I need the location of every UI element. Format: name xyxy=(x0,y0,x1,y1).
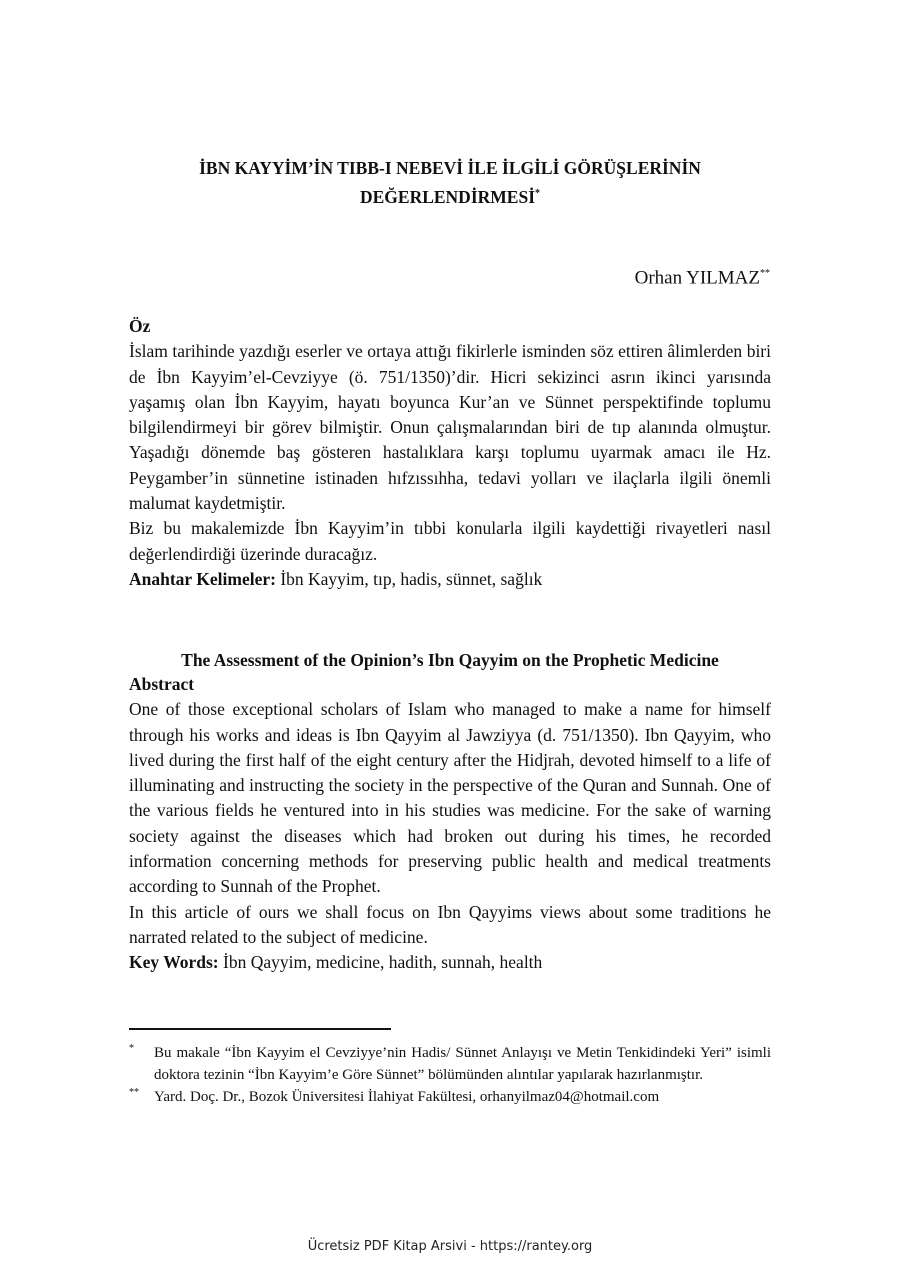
abstract-paragraph-2: In this article of ours we shall focus on Ibn Qayyims views about some traditions he narrated related to the subject of medicine. xyxy=(129,901,771,947)
footnote-1-mark: * xyxy=(129,1043,134,1054)
oz-keywords xyxy=(129,567,771,592)
footnote-1 xyxy=(129,1042,771,1086)
english-abstract xyxy=(129,672,771,976)
title-line-2 xyxy=(90,181,810,210)
title-line-1: İBN KAYYİM’İN TIBB-I NEBEVİ İLE İLGİLİ GÖRÜŞLERİNİN xyxy=(199,158,701,178)
footnote-2-text: Yard. Doç. Dr., Bozok Üniversitesi İlahiyat Fakültesi, orhanyilmaz04@hotmail.com xyxy=(154,1089,660,1105)
english-title: The Assessment of the Opinion’s Ibn Qayyim on the Prophetic Medicine xyxy=(181,650,719,670)
abstract-keywords-text: İbn Qayyim, medicine, hadith, sunnah, health xyxy=(218,952,543,973)
oz-heading: Öz xyxy=(129,316,151,336)
oz-paragraph-1: İslam tarihinde yazdığı eserler ve ortaya attığı fikirlerle isminden söz ettiren âlimlerden biri de İbn Kayyim’el-Cevziyye (ö. 751/1350)’dir. Hicri sekizinci asrın ikinci yarısında yaşamış olan İbn Kayyim, hayatı boyunca Kur’an ve Sünnet perspektifinde toplumu bilgilendirmeyi bir görev bilmiştir. Onun çalışmalarından biri de tıp alanında olmuştur. Yaşadığı dönemde baş gösteren hastalıklara karşı toplumu uyarmak amacı ile Hz. Peygamber’in sünnetine istinaden hıfzıssıhha, tedavi yolları ve ilaçlarla ilgili önemli malumat kaydetmiştir. xyxy=(129,341,771,514)
abstract-paragraph-1: One of those exceptional scholars of Islam who managed to make a name for himself through his works and ideas is Ibn Qayyim al Jawziyya (d. 751/1350). Ibn Qayyim, who lived during the first half of the eight century after the Hidjrah, devoted himself to a life of illuminating and instructing the society in the perspective of the Quran and Sunnah. One of the various fields he ventured into in his studies was medicine. For the sake of warning society against the diseases which had broken out during his times, he recorded information concerning methods for preserving public health and medical treatments according to Sunnah of the Prophet. xyxy=(129,699,771,897)
title-line-2-text: DEĞERLENDİRMESİ xyxy=(359,186,536,207)
turkish-abstract xyxy=(129,314,771,592)
author xyxy=(635,262,770,290)
footnote-1-text: Bu makale “İbn Kayyim el Cevziyye’nin Hadis/ Sünnet Anlayışı ve Metin Tenkidindeki Yeri” isimli doktora tezinin “İbn Kayyim’e Göre Sünnet” bölümünden alıntılar yapılarak hazırlanmıştır. xyxy=(154,1045,771,1083)
author-footnote-mark: ** xyxy=(760,268,770,279)
footnote-2 xyxy=(129,1086,771,1108)
abstract-keywords-label: Key Words: xyxy=(129,952,219,973)
author-name: Orhan YILMAZ xyxy=(634,267,760,289)
footnotes xyxy=(129,1042,771,1108)
footnote-2-mark: ** xyxy=(129,1087,139,1098)
abstract-heading: Abstract xyxy=(129,674,195,694)
footnote-divider xyxy=(129,1028,391,1030)
article-title xyxy=(90,156,810,210)
abstract-keywords xyxy=(129,950,771,975)
oz-keywords-text: İbn Kayyim, tıp, hadis, sünnet, sağlık xyxy=(275,568,543,589)
pdf-footer: Ücretsiz PDF Kitap Arsivi - https://rantey.org xyxy=(307,1239,593,1254)
title-footnote-mark: * xyxy=(535,188,541,199)
oz-paragraph-2: Biz bu makalemizde İbn Kayyim’in tıbbi konularla ilgili kaydettiği rivayetleri nasıl değerlendirdiği üzerinde duracağız. xyxy=(129,518,771,564)
oz-keywords-label: Anahtar Kelimeler: xyxy=(129,568,276,589)
